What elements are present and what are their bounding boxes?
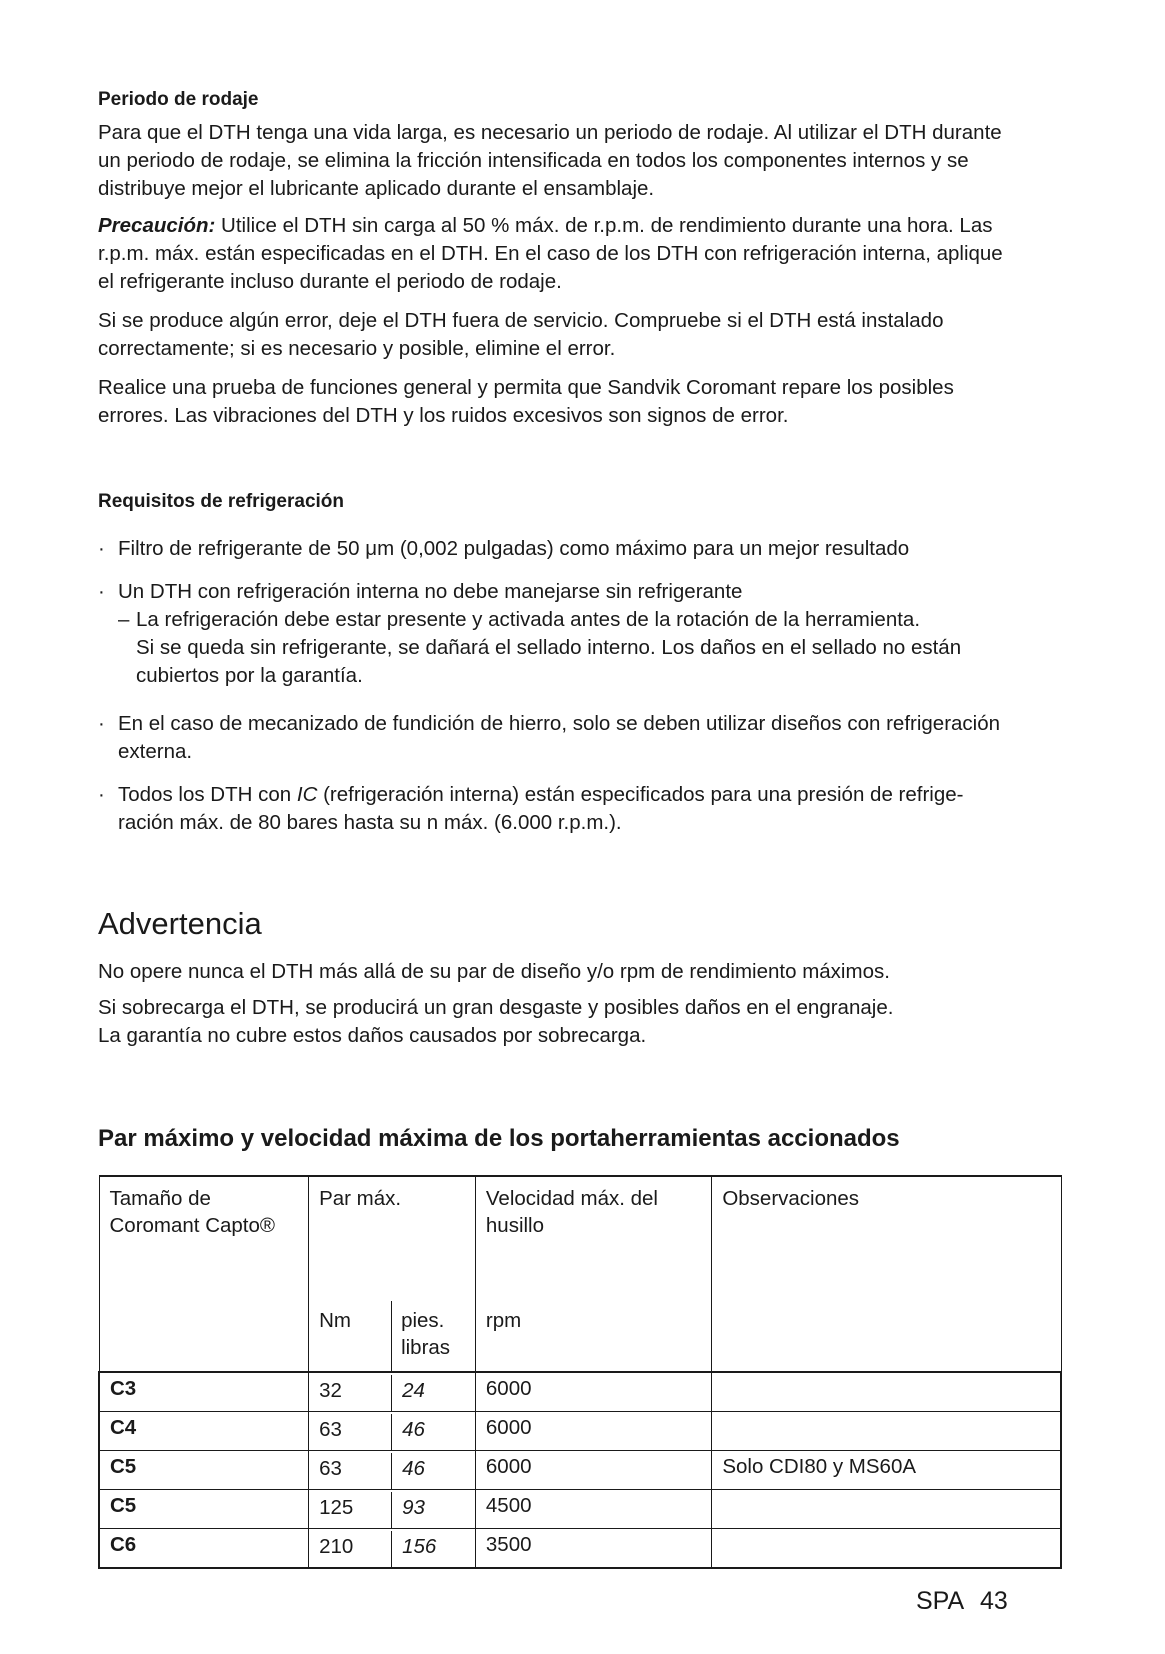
text-line: r.p.m. máx. están especificadas en el DTH. En el caso de los DTH con refrigeración interna, aplique bbox=[98, 242, 1003, 265]
cell-torque bbox=[309, 1490, 476, 1529]
cell-torque-ftlb: 24 bbox=[402, 1379, 425, 1402]
header-unit-nm: Nm bbox=[319, 1309, 351, 1332]
header-size bbox=[99, 1176, 309, 1372]
header-text: Velocidad máx. del bbox=[485, 1187, 658, 1210]
ic-abbreviation: IC bbox=[296, 783, 318, 806]
page-number: 43 bbox=[980, 1587, 1008, 1615]
text-line: Para que el DTH tenga una vida larga, es necesario un periodo de rodaje. Al utilizar el DTH durante bbox=[98, 121, 1002, 144]
table-row bbox=[99, 1490, 1061, 1529]
bullet-text: Un DTH con refrigeración interna no debe manejarse sin refrigerante bbox=[118, 580, 743, 603]
text-line: Realice una prueba de funciones general y permita que Sandvik Coromant repare los posibles bbox=[98, 376, 954, 399]
cell-size: C5 bbox=[99, 1451, 309, 1490]
text-line: La refrigeración debe estar presente y activada antes de la rotación de la herramienta. bbox=[136, 608, 921, 631]
bullet-text: Filtro de refrigerante de 50 μm (0,002 pulgadas) como máximo para un mejor resultado bbox=[118, 537, 910, 560]
section-heading-rodaje: Periodo de rodaje bbox=[98, 89, 259, 110]
text-line: externa. bbox=[118, 740, 193, 763]
cell-speed: 6000 bbox=[475, 1372, 711, 1412]
cell-torque-nm: 210 bbox=[309, 1531, 392, 1567]
cell-torque-ftlb: 46 bbox=[402, 1457, 425, 1480]
header-notes bbox=[712, 1176, 1061, 1372]
cell-torque bbox=[309, 1529, 476, 1569]
cell-speed: 3500 bbox=[475, 1529, 711, 1569]
text-line: distribuye mejor el lubricante aplicado durante el ensamblaje. bbox=[98, 177, 655, 200]
text-line: errores. Las vibraciones del DTH y los ruidos excesivos son signos de error. bbox=[98, 404, 789, 427]
text-line: cubiertos por la garantía. bbox=[136, 664, 363, 687]
sub-item-text bbox=[136, 606, 1060, 690]
text-line: correctamente; si es necesario y posible, elimine el error. bbox=[98, 337, 616, 360]
caution-label: Precaución: bbox=[98, 214, 216, 237]
text-line: En el caso de mecanizado de fundición de hierro, solo se deben utilizar diseños con refrigeración bbox=[118, 712, 1001, 735]
bullet-item bbox=[98, 578, 1060, 690]
sub-item bbox=[118, 606, 1060, 690]
paragraph-warning-1: No opere nunca el DTH más allá de su par de diseño y/o rpm de rendimiento máximos. bbox=[98, 960, 890, 983]
cell-torque-nm: 63 bbox=[309, 1453, 392, 1489]
torque-speed-table bbox=[98, 1175, 1062, 1569]
cell-notes bbox=[712, 1490, 1061, 1529]
caution-text: Utilice el DTH sin carga al 50 % máx. de r.p.m. de rendimiento durante una hora. Las bbox=[215, 214, 993, 237]
paragraph-warning-2 bbox=[98, 994, 1060, 1050]
text-line bbox=[118, 781, 1060, 809]
bullet-item bbox=[98, 710, 1060, 766]
text-line: Si se queda sin refrigerante, se dañará el sellado interno. Los daños en el sellado no están bbox=[136, 636, 962, 659]
cell-notes bbox=[712, 1412, 1061, 1451]
bullet-mark: · bbox=[98, 712, 105, 735]
bullet-item bbox=[98, 781, 1060, 837]
text-span: Todos los DTH con bbox=[118, 783, 297, 806]
paragraph-rodaje-intro bbox=[98, 119, 1060, 203]
header-unit-rpm: rpm bbox=[485, 1309, 522, 1332]
text-line: el refrigerante incluso durante el periodo de rodaje. bbox=[98, 270, 562, 293]
bullet-text bbox=[118, 710, 1060, 766]
bullet-mark: · bbox=[98, 537, 105, 560]
header-text: libras bbox=[401, 1336, 451, 1359]
cell-size: C6 bbox=[99, 1529, 309, 1569]
cell-torque bbox=[309, 1412, 476, 1451]
table-header-row bbox=[99, 1176, 1061, 1372]
header-unit-ftlb bbox=[401, 1307, 450, 1361]
table-title: Par máximo y velocidad máxima de los portaherramientas accionados bbox=[98, 1125, 900, 1152]
cell-torque-nm: 32 bbox=[309, 1375, 392, 1411]
table-row bbox=[99, 1412, 1061, 1451]
bullet-mark: · bbox=[98, 580, 105, 603]
header-speed bbox=[475, 1176, 711, 1372]
cell-torque-nm: 125 bbox=[309, 1492, 392, 1528]
cell-size: C3 bbox=[99, 1372, 309, 1412]
paragraph-function-test bbox=[98, 374, 1060, 430]
cell-torque-ftlb: 156 bbox=[402, 1535, 437, 1558]
header-torque bbox=[309, 1176, 476, 1372]
header-text: Tamaño de bbox=[109, 1187, 211, 1210]
text-line: un periodo de rodaje, se elimina la fricción intensificada en todos los componentes internos y se bbox=[98, 149, 969, 172]
cell-torque bbox=[309, 1372, 476, 1412]
cell-size: C4 bbox=[99, 1412, 309, 1451]
header-text: Coromant Capto® bbox=[109, 1214, 276, 1237]
bullet-text bbox=[118, 781, 1060, 837]
section-heading-advertencia: Advertencia bbox=[98, 906, 262, 941]
cell-speed: 6000 bbox=[475, 1412, 711, 1451]
section-heading-refrigeracion: Requisitos de refrigeración bbox=[98, 491, 345, 512]
table-row bbox=[99, 1451, 1061, 1490]
paragraph-error bbox=[98, 307, 1060, 363]
cell-notes bbox=[712, 1372, 1061, 1412]
table-row bbox=[99, 1529, 1061, 1569]
text-line: ración máx. de 80 bares hasta su n máx. (6.000 r.p.m.). bbox=[118, 811, 622, 834]
footer-language: SPA bbox=[916, 1587, 965, 1615]
header-text: Observaciones bbox=[722, 1187, 860, 1210]
cell-size: C5 bbox=[99, 1490, 309, 1529]
table-row bbox=[99, 1372, 1061, 1412]
header-divider bbox=[391, 1301, 392, 1371]
cell-speed: 4500 bbox=[475, 1490, 711, 1529]
cell-torque bbox=[309, 1451, 476, 1490]
header-text: husillo bbox=[485, 1214, 545, 1237]
cell-notes: Solo CDI80 y MS60A bbox=[712, 1451, 1061, 1490]
bullet-item bbox=[98, 535, 1060, 563]
cell-torque-ftlb: 93 bbox=[402, 1496, 425, 1519]
cell-torque-nm: 63 bbox=[309, 1414, 392, 1450]
paragraph-caution bbox=[98, 212, 1060, 296]
dash-mark: – bbox=[118, 608, 130, 631]
cell-notes bbox=[712, 1529, 1061, 1569]
cell-speed: 6000 bbox=[475, 1451, 711, 1490]
cell-torque-ftlb: 46 bbox=[402, 1418, 425, 1441]
header-text: Par máx. bbox=[319, 1187, 402, 1210]
text-span: (refrigeración interna) están especificados para una presión de refrige- bbox=[317, 783, 964, 806]
text-line: La garantía no cubre estos daños causados por sobrecarga. bbox=[98, 1024, 647, 1047]
text-line: Si sobrecarga el DTH, se producirá un gran desgaste y posibles daños en el engranaje. bbox=[98, 996, 894, 1019]
text-line: Si se produce algún error, deje el DTH fuera de servicio. Compruebe si el DTH está instalado bbox=[98, 309, 944, 332]
header-text: pies. bbox=[401, 1309, 445, 1332]
text-line bbox=[98, 212, 1060, 240]
bullet-mark: · bbox=[98, 783, 105, 806]
